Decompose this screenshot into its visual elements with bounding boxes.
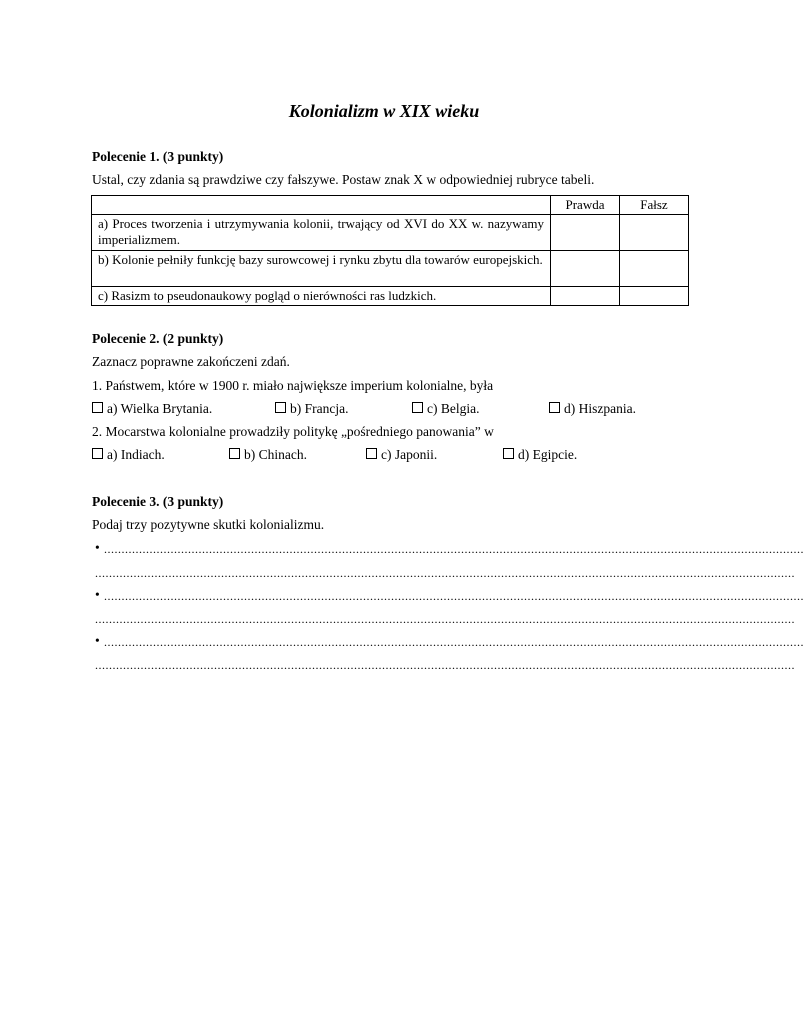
- false-column-header: Fałsz: [620, 196, 689, 215]
- answer-cell-false-c[interactable]: [620, 287, 689, 306]
- checkbox-icon[interactable]: [229, 448, 240, 459]
- answer-line-6[interactable]: ........................................................................................................................................................................................................: [95, 658, 795, 672]
- question-2: 2. Mocarstwa kolonialne prowadziły politykę „pośredniego panowania” w: [92, 424, 494, 439]
- answer-line-5[interactable]: ........................................................................................................................................................................................................: [104, 635, 804, 649]
- answer-cell-true-b[interactable]: [551, 251, 620, 287]
- table-row: [92, 287, 689, 306]
- question-1: 1. Państwem, które w 1900 r. miało największe imperium kolonialne, była: [92, 378, 494, 393]
- checkbox-icon[interactable]: [503, 448, 514, 459]
- true-false-table: [91, 195, 689, 306]
- answer-line-1[interactable]: ........................................................................................................................................................................................................: [104, 542, 804, 556]
- answer-line-3[interactable]: ........................................................................................................................................................................................................: [104, 589, 804, 603]
- task1-instruction: Ustal, czy zdania są prawdziwe czy fałszywe. Postaw znak X w odpowiedniej rubryce tabeli.: [92, 172, 595, 187]
- statement-a: a) Proces tworzenia i utrzymywania kolonii, trwający od XVI do XX w. nazywamy imperializmem.: [92, 215, 551, 251]
- q1-option-a[interactable]: a) Wielka Brytania.: [92, 401, 212, 417]
- answer-cell-true-a[interactable]: [551, 215, 620, 251]
- q2-option-c[interactable]: c) Japonii.: [366, 447, 437, 463]
- task2-heading: Polecenie 2. (2 punkty): [92, 331, 224, 346]
- statement-b: b) Kolonie pełniły funkcję bazy surowcowej i rynku zbytu dla towarów europejskich.: [92, 251, 551, 287]
- bullet-1: •: [95, 540, 100, 555]
- table-row: [92, 215, 689, 251]
- answer-cell-false-a[interactable]: [620, 215, 689, 251]
- checkbox-icon[interactable]: [92, 402, 103, 413]
- task3-heading: Polecenie 3. (3 punkty): [92, 494, 224, 509]
- statement-c: c) Rasizm to pseudonaukowy pogląd o nierówności ras ludzkich.: [92, 287, 551, 306]
- checkbox-icon[interactable]: [92, 448, 103, 459]
- checkbox-icon[interactable]: [275, 402, 286, 413]
- bullet-2: •: [95, 587, 100, 602]
- task2-instruction: Zaznacz poprawne zakończeni zdań.: [92, 354, 290, 369]
- q1-option-b[interactable]: b) Francja.: [275, 401, 348, 417]
- answer-line-4[interactable]: ........................................................................................................................................................................................................: [95, 612, 795, 626]
- table-header-row: [92, 196, 689, 215]
- q2-option-b[interactable]: b) Chinach.: [229, 447, 307, 463]
- checkbox-icon[interactable]: [366, 448, 377, 459]
- checkbox-icon[interactable]: [549, 402, 560, 413]
- q1-option-d[interactable]: d) Hiszpania.: [549, 401, 636, 417]
- table-row: [92, 251, 689, 287]
- answer-cell-true-c[interactable]: [551, 287, 620, 306]
- task3-instruction: Podaj trzy pozytywne skutki kolonializmu.: [92, 517, 325, 532]
- answer-cell-false-b[interactable]: [620, 251, 689, 287]
- checkbox-icon[interactable]: [412, 402, 423, 413]
- task1-heading: Polecenie 1. (3 punkty): [92, 149, 224, 164]
- bullet-3: •: [95, 633, 100, 648]
- q2-option-d[interactable]: d) Egipcie.: [503, 447, 577, 463]
- true-column-header: Prawda: [551, 196, 620, 215]
- statement-header: [92, 196, 551, 215]
- q2-option-a[interactable]: a) Indiach.: [92, 447, 165, 463]
- q1-option-c[interactable]: c) Belgia.: [412, 401, 479, 417]
- answer-line-2[interactable]: ........................................................................................................................................................................................................: [95, 566, 795, 580]
- page-title: Kolonializm w XIX wieku: [288, 101, 480, 121]
